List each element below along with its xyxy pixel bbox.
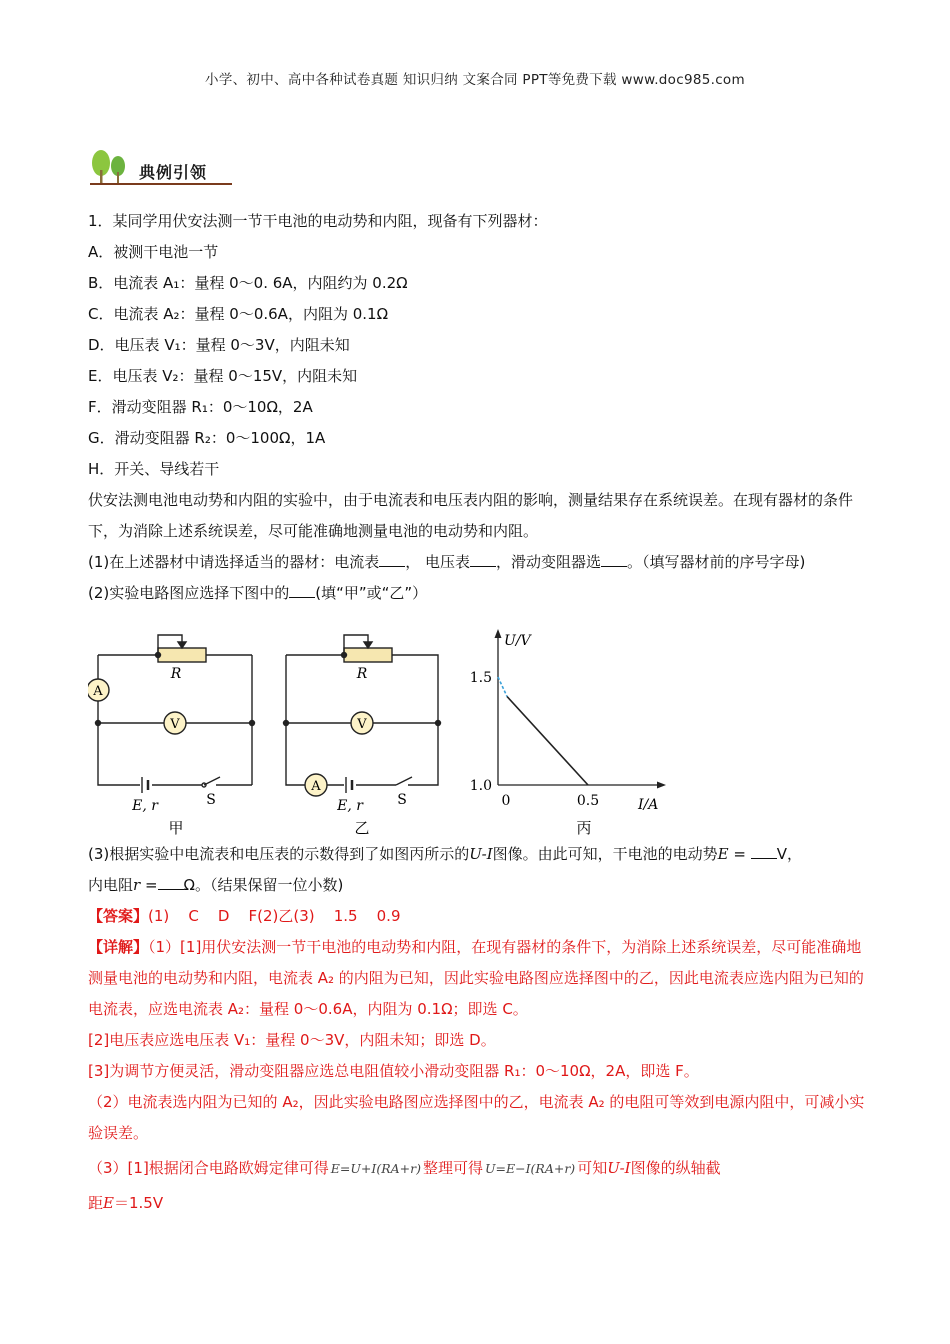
jia-V-label: V	[170, 717, 180, 732]
sub-question-2: (2)实验电路图应选择下图中的 (填“甲”或“乙”）	[88, 578, 868, 609]
option-g: G．滑动变阻器 R₂：0～100Ω，1A	[88, 429, 326, 447]
circuit-jia	[88, 635, 255, 793]
figures-row	[88, 615, 868, 835]
jia-R-label: R	[170, 666, 182, 682]
option-a: A．被测干电池一节	[88, 243, 219, 261]
yi-R-label: R	[356, 666, 368, 682]
option-e: E．电压表 V₂：量程 0～15V，内阻未知	[88, 367, 358, 385]
x-tick-label: 0	[501, 793, 511, 809]
formula-2: U=E−I(RA+r)	[485, 1161, 576, 1176]
jia-caption: 甲	[168, 819, 184, 835]
question-statement: 伏安法测电池电动势和内阻的实验中，由于电流表和电压表内阻的影响，测量结果存在系统误差。在现有器材的条件下，为消除上述系统误差，尽可能准确地测量电池的电动势和内阻。	[88, 491, 854, 540]
tree-icon	[92, 150, 125, 184]
yi-A-label: A	[311, 779, 321, 794]
sub-question-3: (3)根据实验中电流表和电压表的示数得到了如图丙所示的U-I图像。由此可知，干电池的电动势E = V， 内电阻r = Ω。（结果保留一位小数)	[88, 839, 868, 901]
question-intro: 1．某同学用伏安法测一节干电池的电动势和内阻，现备有下列器材：	[88, 212, 548, 230]
x-axis-label: I/A	[638, 797, 659, 813]
y-tick-label: 1.5	[469, 670, 492, 686]
detail-p3: [3]为调节方便灵活，滑动变阻器应选总电阻值较小滑动变阻器 R₁：0～10Ω，2A，即选 F。	[88, 1062, 699, 1080]
option-c: C．电流表 A₂：量程 0～0.6A，内阻为 0.1Ω	[88, 305, 389, 323]
yi-caption: 乙	[354, 819, 370, 835]
jia-Er-label: E, r	[132, 798, 158, 814]
detail-p5: （3）[1]根据闭合电路欧姆定律可得 E=U+I(RA+r) 整理可得 U=E−I(RA+r) 可知U-I图像的纵轴截	[88, 1159, 721, 1177]
blank	[289, 579, 315, 598]
detail-p2: [2]电压表应选电压表 V₁：量程 0～3V，内阻未知；即选 D。	[88, 1031, 496, 1049]
sub-question-1: (1)在上述器材中请选择适当的器材：电流表 ， 电压表 ，滑动变阻器选 。（填写器材前的序号字母)	[88, 547, 868, 578]
y-tick-label: 1.0	[469, 778, 492, 794]
option-h: H．开关、导线若干	[88, 460, 220, 478]
option-d: D．电压表 V₁：量程 0～3V，内阻未知	[88, 336, 350, 354]
blank	[751, 840, 777, 859]
ui-chart	[470, 629, 666, 813]
x-tick-label: 0.5	[576, 793, 600, 809]
blank	[379, 548, 405, 567]
option-f: F．滑动变阻器 R₁：0～10Ω，2A	[88, 398, 313, 416]
section-title: 典例引领	[139, 163, 208, 182]
data-line	[507, 696, 588, 785]
extrapolation-line	[498, 677, 507, 696]
y-axis-label: U/V	[504, 633, 531, 649]
detail-p1: 【详解】（1）[1]用伏安法测一节干电池的电动势和内阻，在现有器材的条件下，为消除上述系统误差，尽可能准确地测量电池的电动势和内阻，电流表 A₂ 的内阻为已知，因此实验电路图应选择图中的乙，因此电流表应选内阻为已知的电流表，应选电流表 A₂：量程 0～0.6A，内阻为 0.1Ω；即选 C。	[88, 938, 864, 1018]
yi-V-label: V	[357, 717, 367, 732]
yi-S-label: S	[397, 792, 407, 808]
jia-A-label: A	[93, 684, 103, 699]
yi-Er-label: E, r	[337, 798, 363, 814]
detail-p4: （2）电流表选内阻为已知的 A₂，因此实验电路图应选择图中的乙，电流表 A₂ 的电阻可等效到电源内阻中，可减小实验误差。	[88, 1093, 865, 1142]
question-body	[88, 206, 868, 1219]
formula-1: E=U+I(RA+r)	[330, 1161, 421, 1176]
circuit-yi	[284, 635, 441, 796]
page-header: 小学、初中、高中各种试卷真题 知识归纳 文案合同 PPT等免费下载 www.doc985.com	[205, 72, 745, 88]
blank	[601, 548, 627, 567]
figures-svg	[88, 615, 868, 835]
detail-p6: 距E＝1.5V	[88, 1194, 164, 1212]
y-axis-arrow	[495, 629, 502, 638]
bing-caption: 丙	[576, 819, 592, 835]
blank	[470, 548, 496, 567]
x-axis-arrow	[657, 782, 666, 789]
answer-line: 【答案】(1) C D F(2)乙(3) 1.5 0.9	[88, 907, 401, 925]
jia-S-label: S	[206, 792, 216, 808]
blank	[158, 871, 184, 890]
option-b: B．电流表 A₁：量程 0～0. 6A，内阻约为 0.2Ω	[88, 274, 408, 292]
